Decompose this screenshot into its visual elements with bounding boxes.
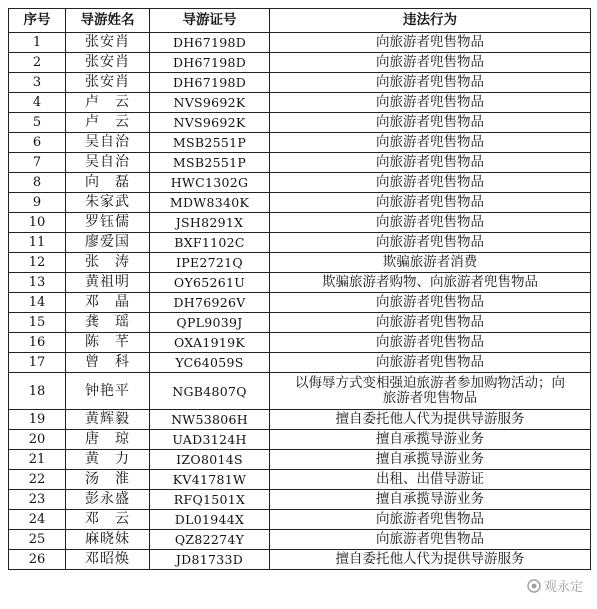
violation: 擅自承揽导游业务 xyxy=(270,490,591,510)
table-row xyxy=(9,213,591,233)
violation: 向旅游者兜售物品 xyxy=(270,510,591,530)
violation: 向旅游者兜售物品 xyxy=(270,293,591,313)
header-violation: 违法行为 xyxy=(270,9,591,33)
table-row xyxy=(9,550,591,570)
table-row xyxy=(9,253,591,273)
row-number: 8 xyxy=(9,173,66,193)
guide-license: NW53806H xyxy=(150,410,270,430)
header-guide-license: 导游证号 xyxy=(150,9,270,33)
guide-name: 汤 淮 xyxy=(66,470,150,490)
row-number: 16 xyxy=(9,333,66,353)
row-number: 15 xyxy=(9,313,66,333)
guide-name: 麻晓妹 xyxy=(66,530,150,550)
violation: 向旅游者兜售物品 xyxy=(270,193,591,213)
violation: 擅自委托他人代为提供导游服务 xyxy=(270,550,591,570)
guide-license: DH67198D xyxy=(150,73,270,93)
guide-license: QZ82274Y xyxy=(150,530,270,550)
guide-license: NGB4807Q xyxy=(150,373,270,410)
guide-name: 钟艳平 xyxy=(66,373,150,410)
guide-license: NVS9692K xyxy=(150,93,270,113)
row-number: 18 xyxy=(9,373,66,410)
guide-name: 罗钰儒 xyxy=(66,213,150,233)
guide-name: 曾 科 xyxy=(66,353,150,373)
violation: 擅自承揽导游业务 xyxy=(270,430,591,450)
table-row xyxy=(9,373,591,410)
guide-name: 彭永盛 xyxy=(66,490,150,510)
violation: 向旅游者兜售物品 xyxy=(270,173,591,193)
table-row xyxy=(9,510,591,530)
row-number: 22 xyxy=(9,470,66,490)
violation: 向旅游者兜售物品 xyxy=(270,33,591,53)
guide-name: 向 磊 xyxy=(66,173,150,193)
guide-name: 吴自治 xyxy=(66,133,150,153)
table-row xyxy=(9,430,591,450)
guide-name: 卢 云 xyxy=(66,113,150,133)
violations-table xyxy=(8,8,591,570)
row-number: 1 xyxy=(9,33,66,53)
camera-lens-icon xyxy=(527,579,541,593)
table-row xyxy=(9,333,591,353)
violation xyxy=(270,373,591,410)
violation: 向旅游者兜售物品 xyxy=(270,53,591,73)
table-row xyxy=(9,490,591,510)
violation: 向旅游者兜售物品 xyxy=(270,233,591,253)
guide-license: JD81733D xyxy=(150,550,270,570)
guide-license: HWC1302G xyxy=(150,173,270,193)
guide-license: QPL9039J xyxy=(150,313,270,333)
row-number: 3 xyxy=(9,73,66,93)
table-row xyxy=(9,293,591,313)
row-number: 2 xyxy=(9,53,66,73)
guide-license: MSB2551P xyxy=(150,153,270,173)
row-number: 20 xyxy=(9,430,66,450)
violation: 出租、出借导游证 xyxy=(270,470,591,490)
table-row xyxy=(9,133,591,153)
guide-license: MSB2551P xyxy=(150,133,270,153)
table-row xyxy=(9,173,591,193)
guide-name: 唐 琼 xyxy=(66,430,150,450)
table-row xyxy=(9,73,591,93)
row-number: 17 xyxy=(9,353,66,373)
guide-name: 廖爱国 xyxy=(66,233,150,253)
row-number: 7 xyxy=(9,153,66,173)
guide-name: 张安肖 xyxy=(66,53,150,73)
violation: 欺骗旅游者购物、向旅游者兜售物品 xyxy=(270,273,591,293)
guide-name: 朱家武 xyxy=(66,193,150,213)
violation: 向旅游者兜售物品 xyxy=(270,213,591,233)
violation: 欺骗旅游者消费 xyxy=(270,253,591,273)
row-number: 10 xyxy=(9,213,66,233)
guide-name: 邓 云 xyxy=(66,510,150,530)
row-number: 24 xyxy=(9,510,66,530)
row-number: 21 xyxy=(9,450,66,470)
row-number: 9 xyxy=(9,193,66,213)
guide-name: 邓 晶 xyxy=(66,293,150,313)
row-number: 4 xyxy=(9,93,66,113)
guide-name: 张 涛 xyxy=(66,253,150,273)
guide-license: JSH8291X xyxy=(150,213,270,233)
violation-line-1: 以侮辱方式变相强迫旅游者参加购物活动；向 xyxy=(295,375,565,391)
row-number: 11 xyxy=(9,233,66,253)
row-number: 5 xyxy=(9,113,66,133)
table-row xyxy=(9,233,591,253)
violation: 向旅游者兜售物品 xyxy=(270,113,591,133)
table-row xyxy=(9,410,591,430)
violation: 向旅游者兜售物品 xyxy=(270,530,591,550)
row-number: 23 xyxy=(9,490,66,510)
guide-license: BXF1102C xyxy=(150,233,270,253)
guide-license: IPE2721Q xyxy=(150,253,270,273)
violation: 向旅游者兜售物品 xyxy=(270,93,591,113)
guide-license: YC64059S xyxy=(150,353,270,373)
row-number: 19 xyxy=(9,410,66,430)
guide-name: 黄辉毅 xyxy=(66,410,150,430)
table-row xyxy=(9,470,591,490)
table-row xyxy=(9,313,591,333)
table-row xyxy=(9,53,591,73)
guide-name: 龚 瑶 xyxy=(66,313,150,333)
header-no: 序号 xyxy=(9,9,66,33)
violation: 向旅游者兜售物品 xyxy=(270,73,591,93)
row-number: 26 xyxy=(9,550,66,570)
guide-license: DL01944X xyxy=(150,510,270,530)
violation: 向旅游者兜售物品 xyxy=(270,333,591,353)
table-row xyxy=(9,450,591,470)
guide-license: DH67198D xyxy=(150,53,270,73)
guide-name: 陈 芊 xyxy=(66,333,150,353)
guide-name: 邓昭焕 xyxy=(66,550,150,570)
violation: 擅自承揽导游业务 xyxy=(270,450,591,470)
guide-name: 张安肖 xyxy=(66,33,150,53)
table-row xyxy=(9,113,591,133)
guide-license: NVS9692K xyxy=(150,113,270,133)
guide-name: 黄 力 xyxy=(66,450,150,470)
guide-license: IZO8014S xyxy=(150,450,270,470)
guide-license: MDW8340K xyxy=(150,193,270,213)
table-row xyxy=(9,530,591,550)
guide-license: RFQ1501X xyxy=(150,490,270,510)
row-number: 13 xyxy=(9,273,66,293)
violation: 向旅游者兜售物品 xyxy=(270,153,591,173)
row-number: 14 xyxy=(9,293,66,313)
watermark-text: 观永定 xyxy=(543,580,583,595)
header-guide-name: 导游姓名 xyxy=(66,9,150,33)
table-row xyxy=(9,273,591,293)
guide-name: 张安肖 xyxy=(66,73,150,93)
guide-license: UAD3124H xyxy=(150,430,270,450)
row-number: 6 xyxy=(9,133,66,153)
table-row xyxy=(9,353,591,373)
watermark xyxy=(527,576,583,595)
guide-license: DH67198D xyxy=(150,33,270,53)
table-row xyxy=(9,153,591,173)
guide-name: 黄祖明 xyxy=(66,273,150,293)
table-row xyxy=(9,93,591,113)
guide-license: DH76926V xyxy=(150,293,270,313)
guide-name: 卢 云 xyxy=(66,93,150,113)
violation: 向旅游者兜售物品 xyxy=(270,353,591,373)
violation: 擅自委托他人代为提供导游服务 xyxy=(270,410,591,430)
row-number: 25 xyxy=(9,530,66,550)
guide-license: OXA1919K xyxy=(150,333,270,353)
table-header-row xyxy=(9,9,591,33)
table-row xyxy=(9,193,591,213)
violation-line-2: 旅游者兜售物品 xyxy=(382,390,478,406)
table-row xyxy=(9,33,591,53)
violation: 向旅游者兜售物品 xyxy=(270,133,591,153)
row-number: 12 xyxy=(9,253,66,273)
guide-name: 吴自治 xyxy=(66,153,150,173)
guide-license: OY65261U xyxy=(150,273,270,293)
guide-license: KV41781W xyxy=(150,470,270,490)
violation: 向旅游者兜售物品 xyxy=(270,313,591,333)
